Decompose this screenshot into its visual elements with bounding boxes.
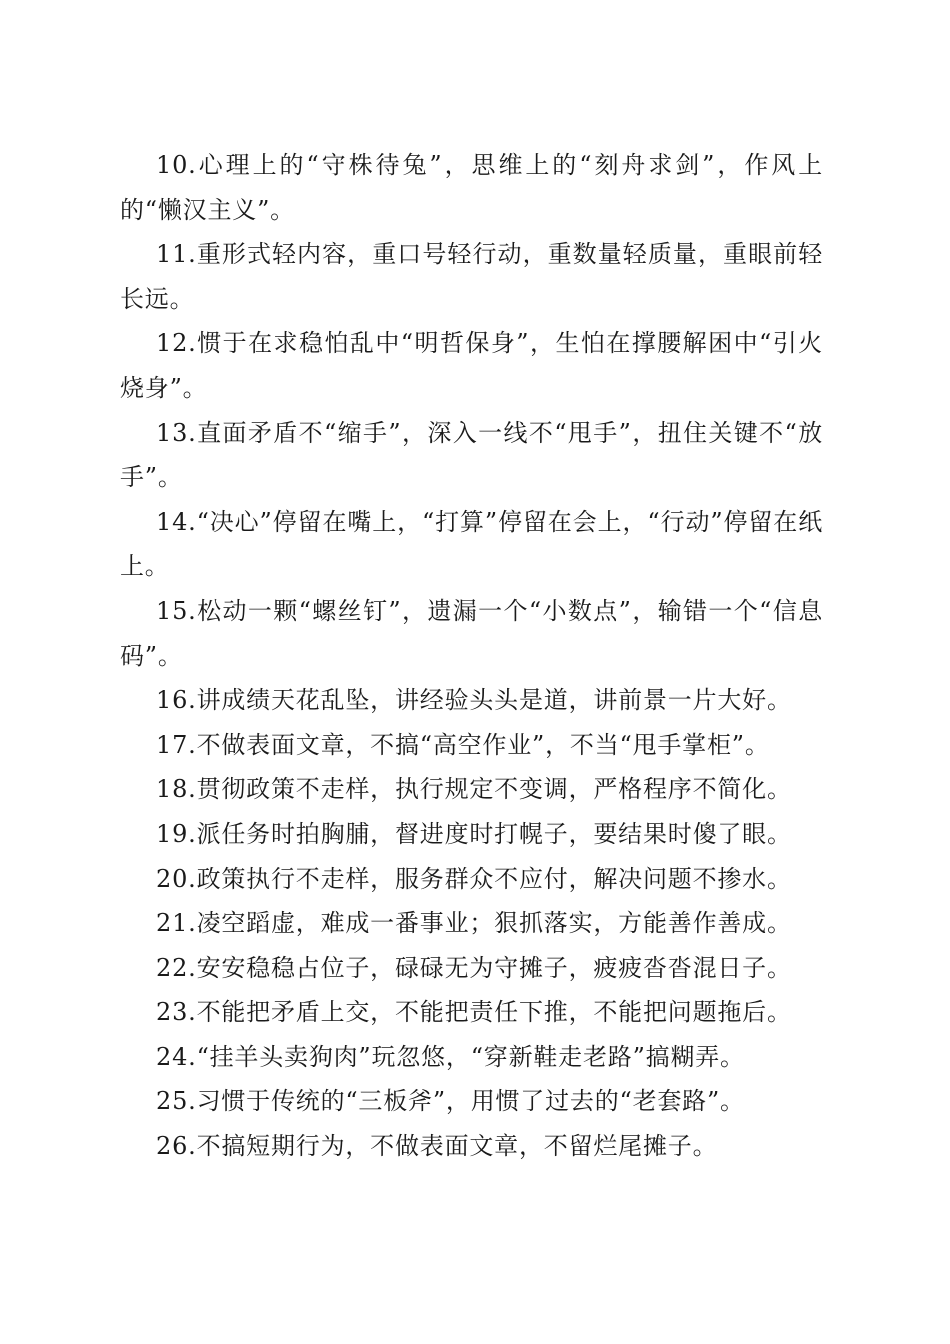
paragraph-22: 22.安安稳稳占位子，碌碌无为守摊子，疲疲沓沓混日子。: [156, 953, 792, 982]
paragraph-18: 18.贯彻政策不走样，执行规定不变调，严格程序不简化。: [156, 775, 792, 804]
paragraph-24: 24.“挂羊头卖狗肉”玩忽悠，“穿新鞋走老路”搞糊弄。: [156, 1042, 745, 1071]
paragraph-25: 25.习惯于传统的“三板斧”，用惯了过去的“老套路”。: [156, 1087, 745, 1116]
paragraph-19: 19.派任务时拍胸脯，督进度时打幌子，要结果时傻了眼。: [156, 819, 792, 848]
paragraph-23: 23.不能把矛盾上交，不能把责任下推，不能把问题拖后。: [156, 998, 792, 1027]
paragraph-13: 13.直面矛盾不“缩手”，深入一线不“甩手”，扭住关键不“放手”。: [120, 418, 823, 492]
paragraph-20: 20.政策执行不走样，服务群众不应付，解决问题不掺水。: [156, 864, 792, 893]
paragraph-26: 26.不搞短期行为，不做表面文章，不留烂尾摊子。: [156, 1132, 718, 1161]
paragraph-10: 10.心理上的“守株待兔”，思维上的“刻舟求剑”，作风上的“懒汉主义”。: [120, 151, 823, 224]
paragraph-11: 11.重形式轻内容，重口号轻行动，重数量轻质量，重眼前轻长远。: [120, 240, 823, 313]
paragraph-15: 15.松动一颗“螺丝钉”，遗漏一个“小数点”，输错一个“信息码”。: [120, 596, 823, 670]
document-body: [120, 143, 823, 1169]
paragraph-14: 14.“决心”停留在嘴上，“打算”停留在会上，“行动”停留在纸上。: [120, 507, 823, 581]
paragraph-12: 12.惯于在求稳怕乱中“明哲保身”，生怕在撑腰解困中“引火烧身”。: [120, 329, 823, 402]
paragraph-21: 21.凌空蹈虚，难成一番事业；狠抓落实，方能善作善成。: [156, 909, 792, 938]
paragraph-17: 17.不做表面文章，不搞“高空作业”，不当“甩手掌柜”。: [156, 730, 770, 759]
paragraph-16: 16.讲成绩天花乱坠，讲经验头头是道，讲前景一片大好。: [156, 686, 792, 715]
